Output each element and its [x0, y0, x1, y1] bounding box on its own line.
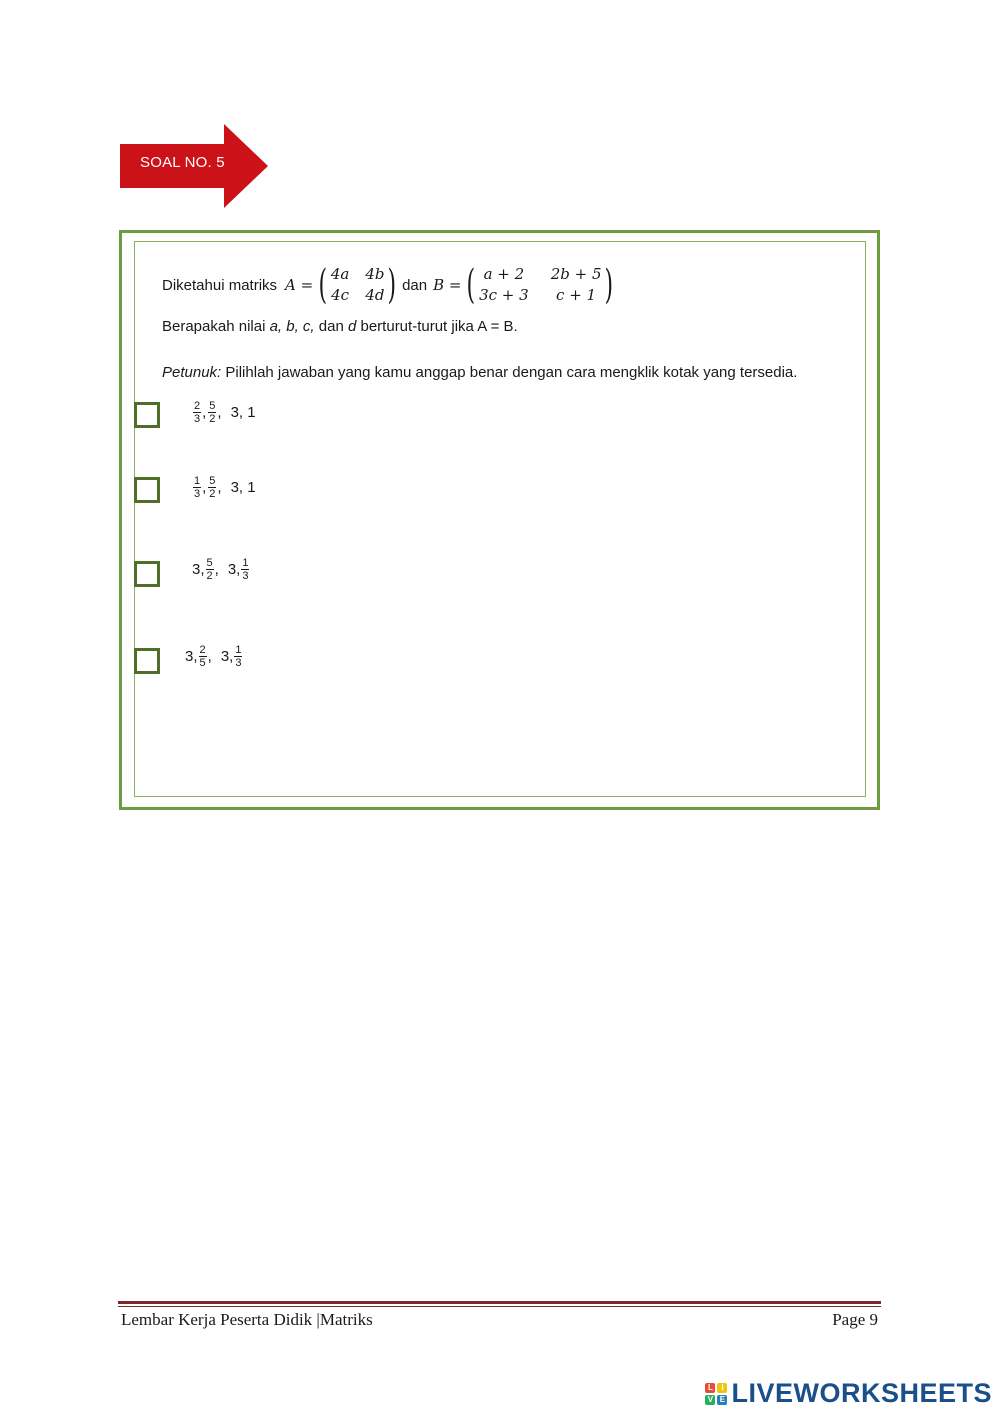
question-statement [162, 264, 619, 306]
matrix-b-cell: 3c + 3 [479, 286, 529, 304]
option-lead: 3, [185, 648, 198, 665]
footer-rule-thick [118, 1301, 881, 1304]
fraction: $\frac{5}{2}$ [209, 475, 216, 500]
answer-checkbox-1[interactable] [134, 402, 160, 428]
question-number-badge [120, 124, 268, 208]
matrix-b-cell: c + 1 [556, 286, 597, 304]
matrix-b: ( a + 2 2b + 5 3c + 3 c + 1 ) [466, 262, 614, 308]
prompt-suffix: berturut-turut jika A = B. [360, 318, 518, 335]
prompt-variables: a, b, c, [269, 318, 315, 335]
matrix-b-cell: a + 2 [483, 265, 525, 283]
brand-name: LIVEWORKSHEETS [731, 1378, 992, 1408]
matrix-a: ( 4a 4b 4c 4d ) [318, 262, 397, 308]
badge-label: SOAL NO. 5 [140, 154, 225, 171]
matrix-b-cell: 2b + 5 [550, 265, 602, 283]
instruction-text: Pilihlah jawaban yang kamu anggap benar dengan cara mengklik kotak yang tersedia. [225, 364, 798, 381]
page-number: Page 9 [832, 1310, 878, 1329]
answer-option-2: $\frac{1}{3}$ , $\frac{5}{2}$ , 3, 1 [194, 475, 256, 500]
answer-checkbox-2[interactable] [134, 477, 160, 503]
fraction: $\frac{1}{3}$ [242, 557, 249, 582]
footer-title: Lembar Kerja Peserta Didik |Matriks [121, 1310, 373, 1329]
fraction: $\frac{5}{2}$ [209, 400, 216, 425]
matrix-a-cell: 4b [365, 265, 385, 283]
question-prompt [162, 318, 518, 335]
answer-checkbox-4[interactable] [134, 648, 160, 674]
option-lead: 3, [192, 561, 205, 578]
liveworksheets-logo [705, 1378, 992, 1409]
dan-text: dan [402, 276, 428, 294]
answer-checkbox-3[interactable] [134, 561, 160, 587]
fraction: $\frac{1}{3}$ [194, 475, 201, 500]
instruction-label: Petunuk: [162, 364, 222, 381]
prompt-prefix: Berapakah nilai [162, 318, 266, 335]
liveworksheets-icon: L I V E [705, 1383, 727, 1405]
option-rest: 3, 1 [230, 479, 256, 496]
footer-rule-thin [118, 1306, 881, 1307]
intro-text: Diketahui matriks [162, 276, 278, 294]
prompt-dan: dan [318, 318, 344, 335]
option-rest: 3, 1 [230, 404, 256, 421]
answer-option-3: 3, $\frac{5}{2}$ , 3, $\frac{1}{3}$ [192, 557, 249, 582]
answer-option-1: $\frac{2}{3}$ , $\frac{5}{2}$ , 3, 1 [194, 400, 256, 425]
fraction: $\frac{1}{3}$ [235, 644, 242, 669]
matrix-a-cell: 4a [330, 265, 350, 283]
matrix-b-name: B = [433, 276, 462, 294]
instruction [162, 360, 852, 386]
fraction: $\frac{2}{3}$ [194, 400, 201, 425]
question-inner-frame [134, 241, 866, 797]
option-mid: 3, [227, 561, 241, 578]
fraction: $\frac{2}{5}$ [199, 644, 206, 669]
matrix-a-cell: 4c [331, 286, 350, 304]
matrix-a-cell: 4d [365, 286, 385, 304]
question-frame [119, 230, 880, 810]
option-mid: 3, [220, 648, 234, 665]
matrix-a-name: A = [285, 276, 314, 294]
prompt-variable-d: d [347, 318, 357, 335]
answer-option-4: 3, $\frac{2}{5}$ , 3, $\frac{1}{3}$ [185, 644, 242, 669]
fraction: $\frac{5}{2}$ [206, 557, 213, 582]
